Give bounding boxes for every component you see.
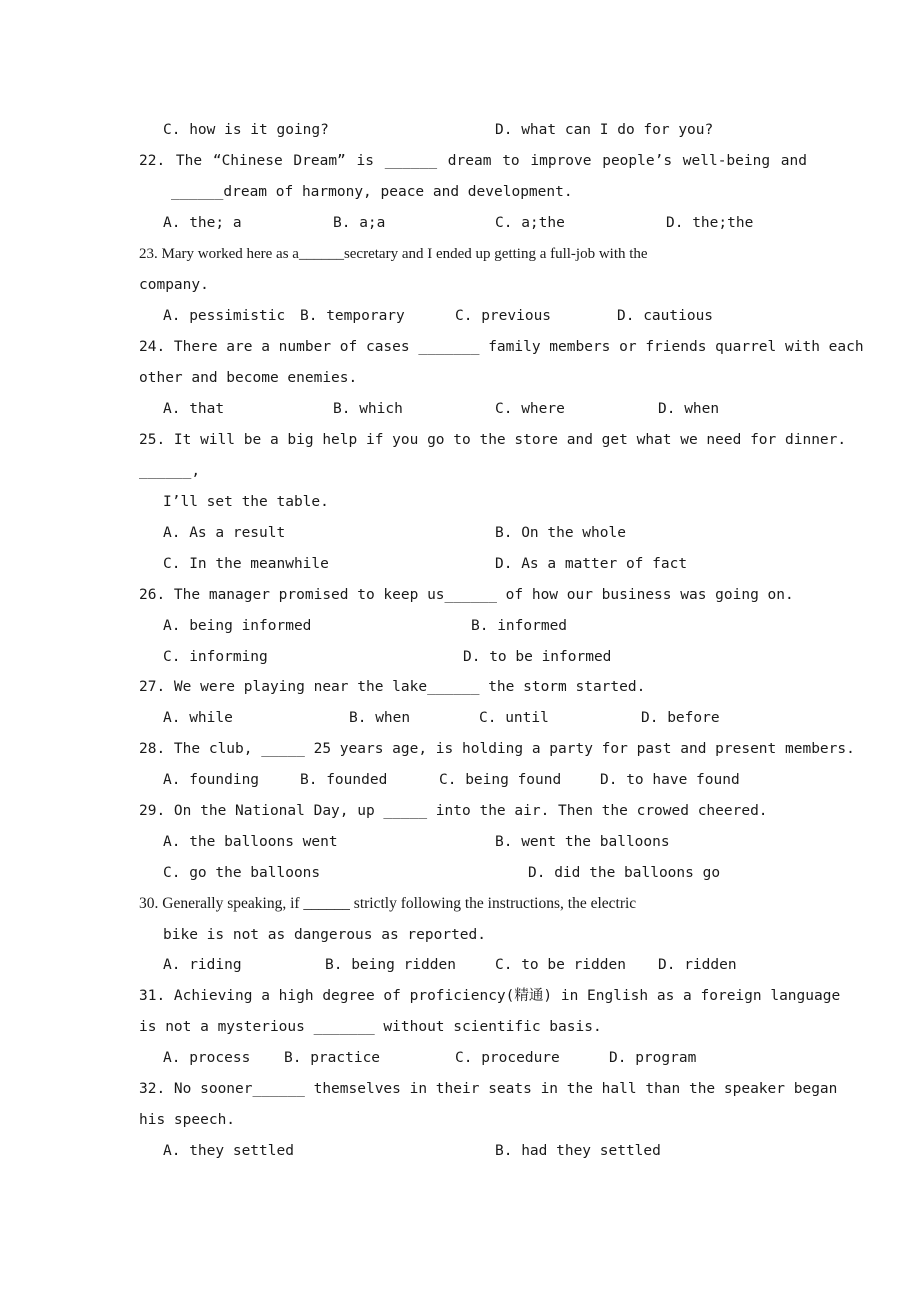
q23-stem-line1: 23. Mary worked here as a______secretary and I ended up getting a full-job with the — [139, 246, 648, 262]
q25-option-b: B. On the whole — [495, 525, 626, 541]
q29-option-b: B. went the balloons — [495, 834, 670, 850]
q21-option-c: C. how is it going? — [163, 122, 329, 138]
q25-stem-line3: I’ll set the table. — [163, 494, 329, 510]
q27-option-d: D. before — [641, 710, 720, 726]
q22-option-a: A. the; a — [163, 215, 242, 231]
q32-option-b: B. had they settled — [495, 1143, 661, 1159]
q28-option-d: D. to have found — [600, 772, 740, 788]
q32-stem-line1: 32. No sooner______ themselves in their seats in the hall than the speaker began — [139, 1081, 838, 1097]
q24-option-a: A. that — [163, 401, 225, 417]
q24-stem-line2: other and become enemies. — [139, 370, 358, 386]
q30-stem-line1: 30. Generally speaking, if ______ strictly following the instructions, the electric — [139, 895, 637, 912]
q22-stem-line1: 22. The “Chinese Dream” is ______ dream to improve people’s well-being and — [139, 153, 808, 169]
q22-stem-line2: ______dream of harmony, peace and development. — [171, 184, 573, 200]
q28-option-c: C. being found — [439, 772, 562, 788]
q28-option-b: B. founded — [300, 772, 388, 788]
q26-option-b: B. informed — [471, 618, 568, 634]
q23-option-d: D. cautious — [617, 308, 714, 324]
q27-option-c: C. until — [479, 710, 549, 726]
q29-option-d: D. did the balloons go — [528, 865, 721, 881]
q27-stem-line1: 27. We were playing near the lake______ the storm started. — [139, 679, 646, 695]
q24-option-d: D. when — [658, 401, 720, 417]
q23-option-a: A. pessimistic — [163, 308, 286, 324]
q25-option-d: D. As a matter of fact — [495, 556, 688, 572]
q31-stem-line2: is not a mysterious _______ without scientific basis. — [139, 1019, 602, 1035]
q22-option-b: B. a;a — [333, 215, 386, 231]
q24-option-c: C. where — [495, 401, 565, 417]
q30-option-a: A. riding — [163, 957, 242, 973]
q31-stem-line1: 31. Achieving a high degree of proficiency(精通) in English as a foreign language — [139, 988, 841, 1004]
q25-option-a: A. As a result — [163, 525, 286, 541]
q26-stem-line1: 26. The manager promised to keep us______ of how our business was going on. — [139, 587, 794, 603]
q26-option-c: C. informing — [163, 649, 268, 665]
q27-option-b: B. when — [349, 710, 411, 726]
q29-option-c: C. go the balloons — [163, 865, 321, 881]
q21-option-d: D. what can I do for you? — [495, 122, 714, 138]
q23-stem-line2: company. — [139, 277, 209, 293]
q29-option-a: A. the balloons went — [163, 834, 338, 850]
q28-option-a: A. founding — [163, 772, 260, 788]
q31-option-d: D. program — [609, 1050, 697, 1066]
q22-option-c: C. a;the — [495, 215, 565, 231]
q23-option-b: B. temporary — [300, 308, 405, 324]
q32-option-a: A. they settled — [163, 1143, 294, 1159]
q26-option-d: D. to be informed — [463, 649, 612, 665]
q30-option-c: C. to be ridden — [495, 957, 626, 973]
q26-option-a: A. being informed — [163, 618, 312, 634]
q31-option-a: A. process — [163, 1050, 251, 1066]
q24-option-b: B. which — [333, 401, 403, 417]
q27-option-a: A. while — [163, 710, 233, 726]
q25-option-c: C. In the meanwhile — [163, 556, 329, 572]
q30-stem-line2: bike is not as dangerous as reported. — [163, 927, 487, 943]
q30-option-b: B. being ridden — [325, 957, 456, 973]
q28-stem-line1: 28. The club, _____ 25 years age, is holding a party for past and present members. — [139, 741, 855, 757]
q32-stem-line2: his speech. — [139, 1112, 236, 1128]
q31-option-b: B. practice — [284, 1050, 381, 1066]
q25-stem-line2: ______, — [139, 463, 201, 479]
q31-option-c: C. procedure — [455, 1050, 560, 1066]
q22-option-d: D. the;the — [666, 215, 754, 231]
q25-stem-line1: 25. It will be a big help if you go to the store and get what we need for dinner. — [139, 432, 847, 448]
q30-option-d: D. ridden — [658, 957, 737, 973]
q29-stem-line1: 29. On the National Day, up _____ into the air. Then the crowed cheered. — [139, 803, 768, 819]
q24-stem-line1: 24. There are a number of cases _______ family members or friends quarrel with each — [139, 339, 864, 355]
q23-option-c: C. previous — [455, 308, 552, 324]
